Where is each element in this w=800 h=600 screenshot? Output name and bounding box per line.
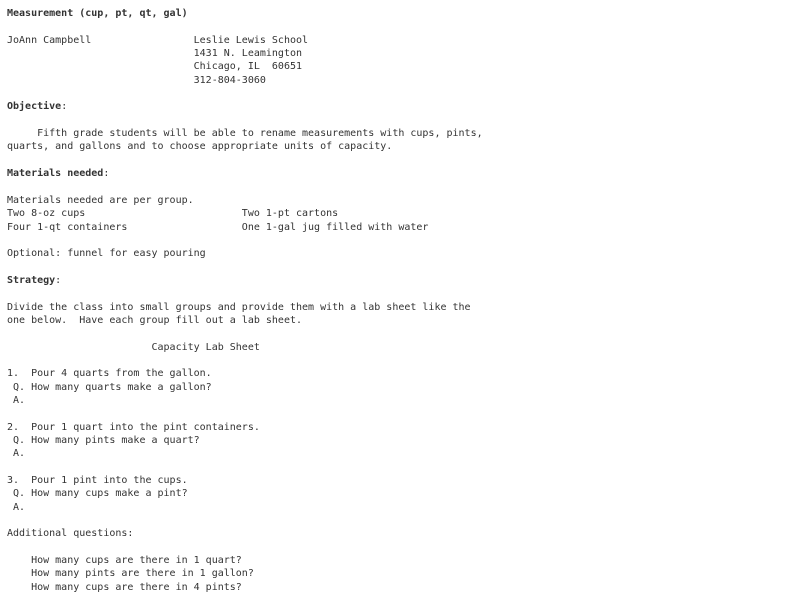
heading-objective: [7, 100, 800, 113]
lab-step-1: 1. Pour 4 quarts from the gallon.: [7, 368, 212, 380]
doc-title-text: Measurement (cup, pt, qt, gal): [7, 8, 188, 19]
blank-line: [7, 541, 800, 554]
heading-materials-needed: [7, 167, 800, 180]
materials-row-1: Two 8-oz cups Two 1-pt cartons: [7, 208, 339, 220]
lab-step-2-question: Q. How many pints make a quart?: [7, 435, 200, 446]
materials-note-line: Materials needed are per group.: [7, 194, 194, 206]
blank-line: [7, 154, 800, 167]
author-and-school-line: JoAnn Campbell Leslie Lewis School: [7, 34, 309, 46]
blank-line: [7, 354, 800, 367]
doc-title: [7, 7, 800, 20]
school-city-line: Chicago, IL 60651: [7, 61, 303, 73]
strategy-paragraph-line-2: one below. Have each group fill out a lab sheet.: [7, 314, 303, 326]
heading-strategy-text: Strategy: [7, 274, 56, 286]
objective-paragraph-line-1: Fifth grade students will be able to rename measurements with cups, pints,: [7, 128, 483, 140]
blank-line: [7, 407, 800, 420]
additional-question-3: How many cups are there in 4 pints?: [7, 581, 242, 593]
heading-strategy: [7, 274, 800, 287]
heading-materials-needed-colon: :: [103, 168, 110, 180]
heading-objective-colon: :: [61, 101, 68, 113]
lab-step-1-question: Q. How many quarts make a gallon?: [7, 381, 212, 393]
blank-line: [7, 87, 800, 100]
lab-step-3: 3. Pour 1 pint into the cups.: [7, 475, 188, 487]
lab-step-2-answer: A.: [7, 448, 26, 460]
materials-row-2: Four 1-qt containers One 1-gal jug filled with water: [7, 221, 429, 233]
heading-objective-text: Objective: [7, 101, 62, 113]
additional-question-2: How many pints are there in 1 gallon?: [7, 568, 254, 580]
blank-line: [7, 461, 800, 474]
school-street-line: 1431 N. Leamington: [7, 48, 303, 60]
blank-line: [7, 114, 800, 127]
blank-line: [7, 180, 800, 193]
heading-materials-needed-text: Materials needed: [7, 168, 104, 180]
materials-optional-line: Optional: funnel for easy pouring: [7, 248, 206, 260]
heading-strategy-colon: :: [55, 274, 62, 286]
blank-line: [7, 327, 800, 340]
lab-step-3-answer: A.: [7, 501, 26, 513]
strategy-paragraph-line-1: Divide the class into small groups and provide them with a lab sheet like the: [7, 301, 471, 313]
blank-line: [7, 261, 800, 274]
school-phone-line: 312-804-3060: [7, 74, 266, 86]
blank-line: [7, 514, 800, 527]
additional-question-1: How many cups are there in 1 quart?: [7, 555, 242, 567]
lab-sheet-title: Capacity Lab Sheet: [7, 341, 260, 353]
objective-paragraph-line-2: quarts, and gallons and to choose appropriate units of capacity.: [7, 141, 393, 153]
blank-line: [7, 234, 800, 247]
lab-step-2: 2. Pour 1 quart into the pint containers.: [7, 421, 260, 433]
lab-step-1-answer: A.: [7, 394, 26, 406]
blank-line: [7, 287, 800, 300]
additional-questions-heading: Additional questions:: [7, 528, 134, 540]
lab-step-3-question: Q. How many cups make a pint?: [7, 488, 188, 500]
blank-line: [7, 20, 800, 33]
